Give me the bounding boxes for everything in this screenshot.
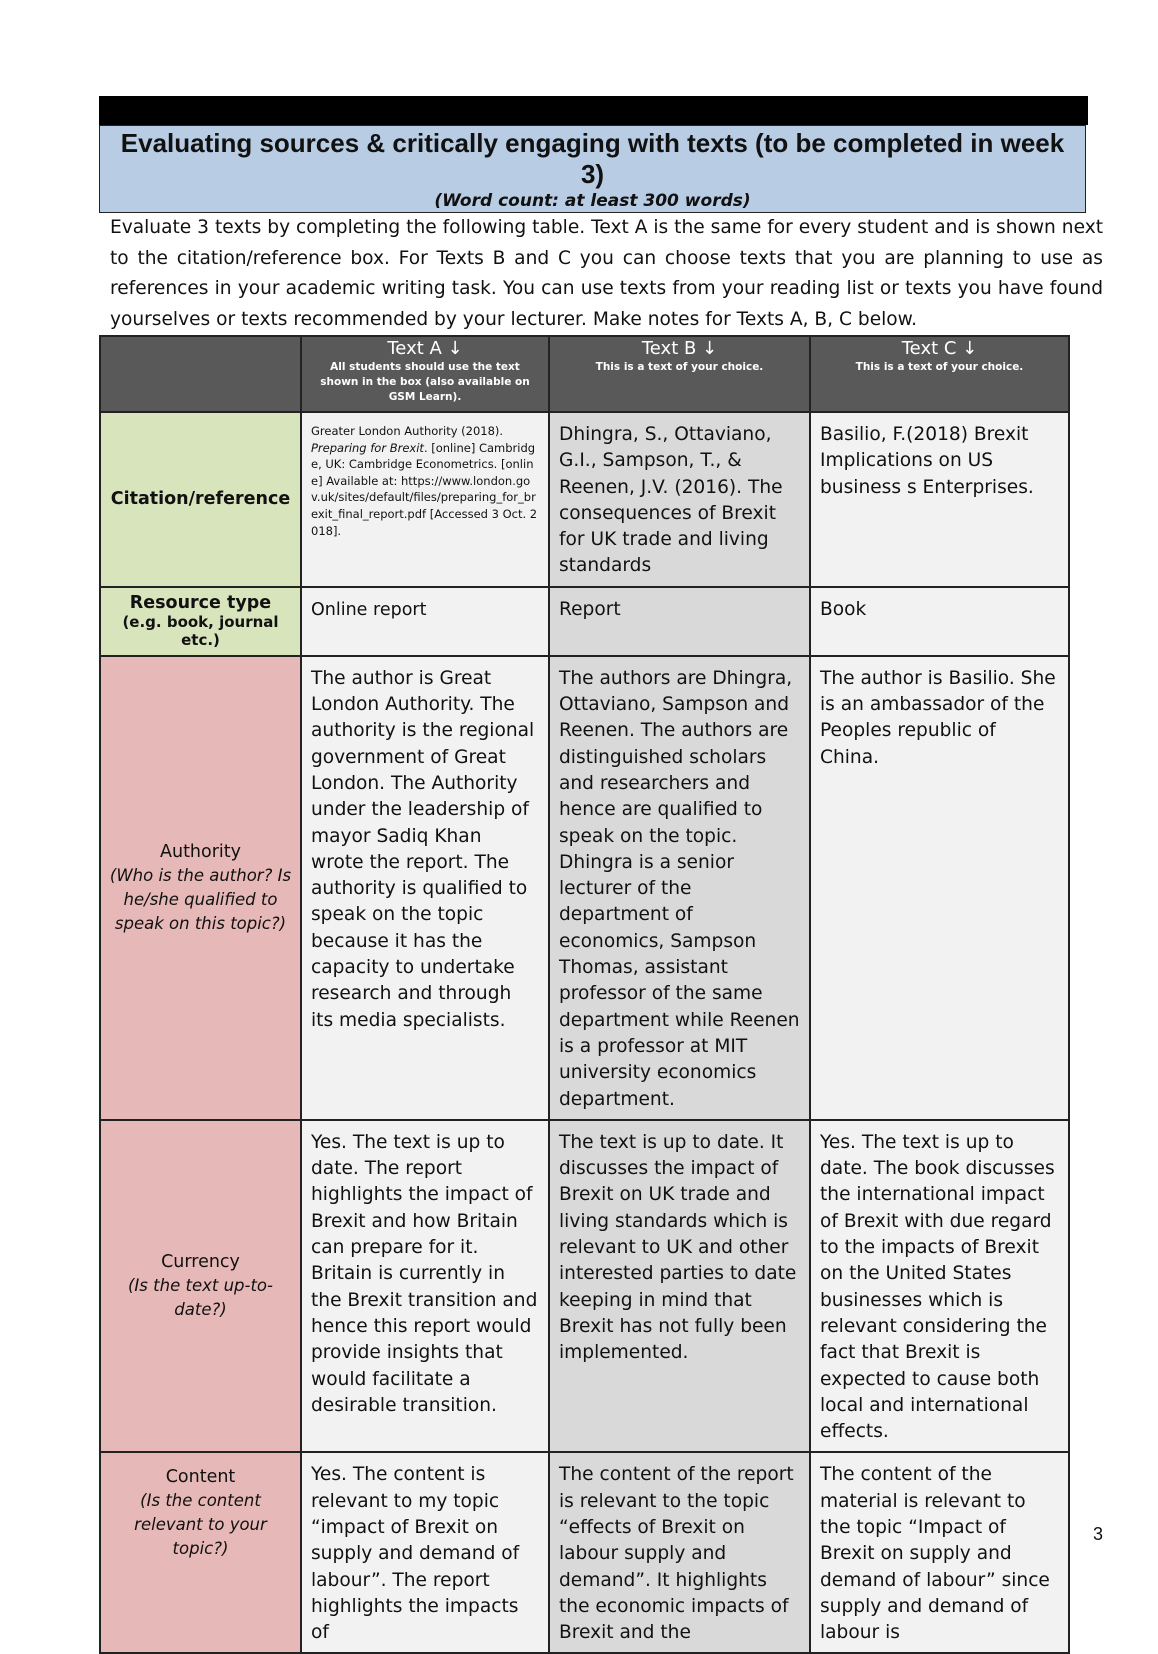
row-content — [100, 1452, 1069, 1653]
intro-paragraph: Evaluate 3 texts by completing the following table. Text A is the same for every student and is shown next to the citation/reference box. For Texts B and C you can choose texts that you are planning to use as references in your academic writing task. You can use texts from your reading list or texts you have found yourselves or texts recommended by your lecturer. Make notes for Texts A, B, C below. — [110, 217, 1103, 330]
row-citation — [100, 412, 1069, 587]
cell-authority-b[interactable]: The authors are Dhingra, Ottaviano, Sampson and Reenen. The authors are distinguished scholars and researchers and hence are qualified to speak on the topic. Dhingra is a senior lecturer of the department of economics, Sampson Thomas, assistant professor of the same department while Reenen is a professor at MIT university economics department. — [549, 656, 810, 1120]
header-text-b — [549, 336, 810, 412]
label-authority-text: Authority — [160, 841, 241, 862]
text-b-note: This is a text of your choice. — [595, 361, 764, 373]
cell-resource-c[interactable]: Book — [810, 587, 1069, 656]
page-title: Evaluating sources & critically engaging with texts (to be completed in week 3) — [120, 128, 1065, 189]
text-a-note: All students should use the text shown in the box (also available on GSM Learn). — [320, 361, 530, 403]
label-currency-text: Currency — [161, 1252, 240, 1273]
cell-currency-c[interactable]: Yes. The text is up to date. The book discusses the international impact of Brexit with due regard to the impacts of Brexit on the United States businesses which is relevant considering the fact that Brexit is expected to cause both local and international effects. — [810, 1120, 1069, 1453]
label-resource-type — [100, 587, 301, 656]
row-currency — [100, 1120, 1069, 1453]
label-authority-sub: (Who is the author? Is he/she qualified to speak on this topic?) — [109, 865, 292, 933]
row-resource-type — [100, 587, 1069, 656]
top-black-bar — [99, 96, 1088, 125]
header-text-c — [810, 336, 1069, 412]
text-c-title: Text C ↓ — [901, 338, 978, 359]
citation-a-details: . [online] Cambridge, UK: Cambridge Econometrics. [online] Available at: https://www.london.gov.uk/sites/default/files/preparing_for_brexit_final_report.pdf [Accessed 3 Oct. 2018]. — [311, 440, 538, 538]
text-a-title: Text A ↓ — [387, 338, 463, 359]
label-currency-sub: (Is the text up-to-date?) — [128, 1276, 273, 1320]
title-box — [99, 125, 1086, 213]
cell-content-a[interactable]: Yes. The content is relevant to my topic “impact of Brexit on supply and demand of labour”. The report highlights the impacts of — [301, 1452, 549, 1653]
word-count-note: (Word count: at least 300 words) — [434, 191, 751, 211]
evaluation-table — [99, 335, 1070, 1654]
label-content-sub: (Is the content relevant to your topic?) — [134, 1491, 267, 1559]
cell-citation-c[interactable]: Basilio, F.(2018) Brexit Implications on US business s Enterprises. — [810, 412, 1069, 587]
cell-currency-a[interactable]: Yes. The text is up to date. The report highlights the impact of Brexit and how Britain can prepare for it. Britain is currently in the Brexit transition and hence this report would provide insights that would facilitate a desirable transition. — [301, 1120, 549, 1453]
cell-resource-a[interactable]: Online report — [301, 587, 549, 656]
cell-content-c[interactable]: The content of the material is relevant to the topic “Impact of Brexit on supply and demand of labour” since supply and demand of labour is — [810, 1452, 1069, 1653]
cell-content-b[interactable]: The content of the report is relevant to the topic “effects of Brexit on labour supply and demand”. It highlights the economic impacts of Brexit and the — [549, 1452, 810, 1653]
label-currency — [100, 1120, 301, 1453]
page-number: 3 — [1093, 1524, 1104, 1544]
label-resource-sub: (e.g. book, journal etc.) — [122, 613, 279, 650]
cell-authority-c[interactable]: The author is Basilio. She is an ambassador of the Peoples republic of China. — [810, 656, 1069, 1120]
header-text-a — [301, 336, 549, 412]
citation-a-author: Greater London Authority (2018). — [311, 424, 504, 438]
cell-citation-b[interactable]: Dhingra, S., Ottaviano, G.I., Sampson, T., & Reenen, J.V. (2016). The consequences of Brexit for UK trade and living standards — [549, 412, 810, 587]
cell-resource-b[interactable]: Report — [549, 587, 810, 656]
cell-currency-b[interactable]: The text is up to date. It discusses the impact of Brexit on UK trade and living standards which is relevant to UK and other interested parties to date keeping in mind that Brexit has not fully been implemented. — [549, 1120, 810, 1453]
cell-citation-a[interactable] — [301, 412, 549, 587]
label-content-text: Content — [165, 1467, 236, 1488]
citation-a-title: Preparing for Brexit — [311, 440, 424, 455]
label-citation-text: Citation/reference — [110, 489, 291, 510]
text-b-title: Text B ↓ — [641, 338, 718, 359]
label-content — [100, 1452, 301, 1653]
header-empty-cell — [100, 336, 301, 412]
label-authority — [100, 656, 301, 1120]
cell-authority-a[interactable]: The author is Great London Authority. The authority is the regional government of Great London. The Authority under the leadership of mayor Sadiq Khan wrote the report. The authority is qualified to speak on the topic because it has the capacity to undertake research and through its media specialists. — [301, 656, 549, 1120]
header-row — [100, 336, 1069, 412]
label-resource-text: Resource type — [129, 593, 272, 614]
label-citation — [100, 412, 301, 587]
row-authority — [100, 656, 1069, 1120]
text-c-note: This is a text of your choice. — [855, 361, 1024, 373]
